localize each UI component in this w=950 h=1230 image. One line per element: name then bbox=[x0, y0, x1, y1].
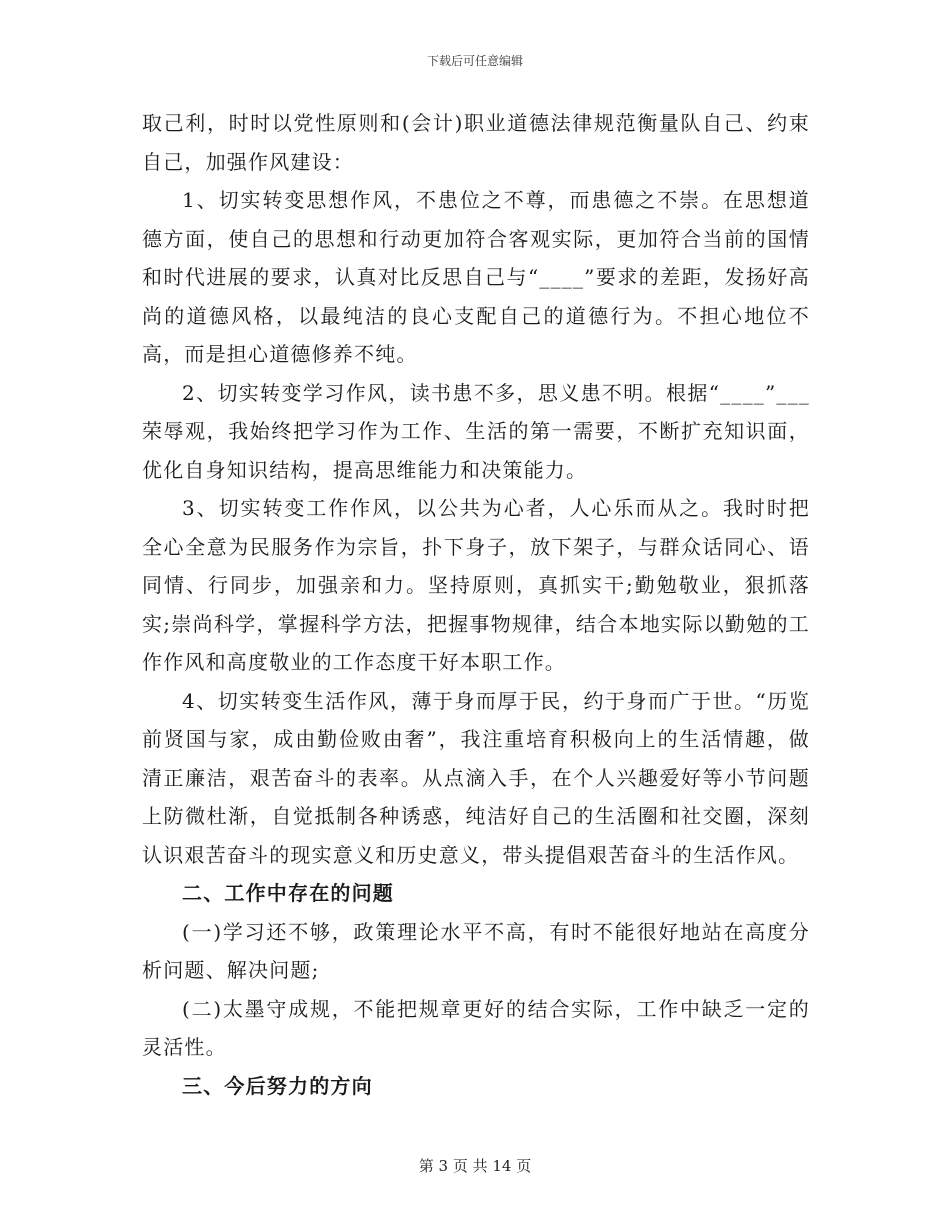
paragraph-study-style: 2、切实转变学习作风，读书患不多，思义患不明。根据“____”___荣辱观，我始终把学习作为工作、生活的第一需要，不断扩充知识面，优化自身知识结构，提高思维能力和决策能力。 bbox=[142, 380, 810, 482]
page-header: 下载后可任意编辑 bbox=[426, 54, 523, 68]
paragraph-work-style: 3、切实转变工作作风，以公共为心者，人心乐而从之。我时时把全心全意为民服务作为宗旨，扑下身子，放下架子，与群众话同心、语同情、行同步，加强亲和力。坚持原则，真抓实干;勤勉敬业，狠抓落实;崇尚科学，掌握科学方法，把握事物规律，结合本地实际以勤勉的工作作风和高度敬业的工作态度干好本职工作。 bbox=[142, 496, 810, 674]
paragraph-continuation: 取己利，时时以党性原则和(会计)职业道德法律规范衡量队自己、约束自己，加强作风建设： bbox=[142, 111, 810, 174]
paragraph-problem-1: (一)学习还不够，政策理论水平不高，有时不能很好地站在高度分析问题、解决问题; bbox=[142, 919, 810, 982]
section-heading-direction: 三、今后努力的方向 bbox=[182, 1073, 373, 1098]
document-body bbox=[142, 104, 810, 1105]
paragraph-thinking-style: 1、切实转变思想作风，不患位之不尊，而患德之不崇。在思想道德方面，使自己的思想和行动更加符合客观实际，更加符合当前的国情和时代进展的要求，认真对比反思自己与“____”要求的差距，发扬好高尚的道德风格，以最纯洁的良心支配自己的道德行为。不担心地位不高，而是担心道德修养不纯。 bbox=[142, 188, 810, 366]
paragraph-life-style: 4、切实转变生活作风，薄于身而厚于民，约于身而广于世。“历览前贤国与家，成由勤俭败由奢”，我注重培育积极向上的生活情趣，做清正廉洁，艰苦奋斗的表率。从点滴入手，在个人兴趣爱好等小节问题上防微杜渐，自觉抵制各种诱惑，纯洁好自己的生活圈和社交圈，深刻认识艰苦奋斗的现实意义和历史意义，带头提倡艰苦奋斗的生活作风。 bbox=[142, 688, 810, 867]
page-number: 第 3 页 共 14 页 bbox=[418, 1157, 532, 1175]
paragraph-problem-2: (二)太墨守成规，不能把规章更好的结合实际，工作中缺乏一定的灵活性。 bbox=[142, 996, 810, 1059]
section-heading-problems: 二、工作中存在的问题 bbox=[182, 881, 394, 905]
